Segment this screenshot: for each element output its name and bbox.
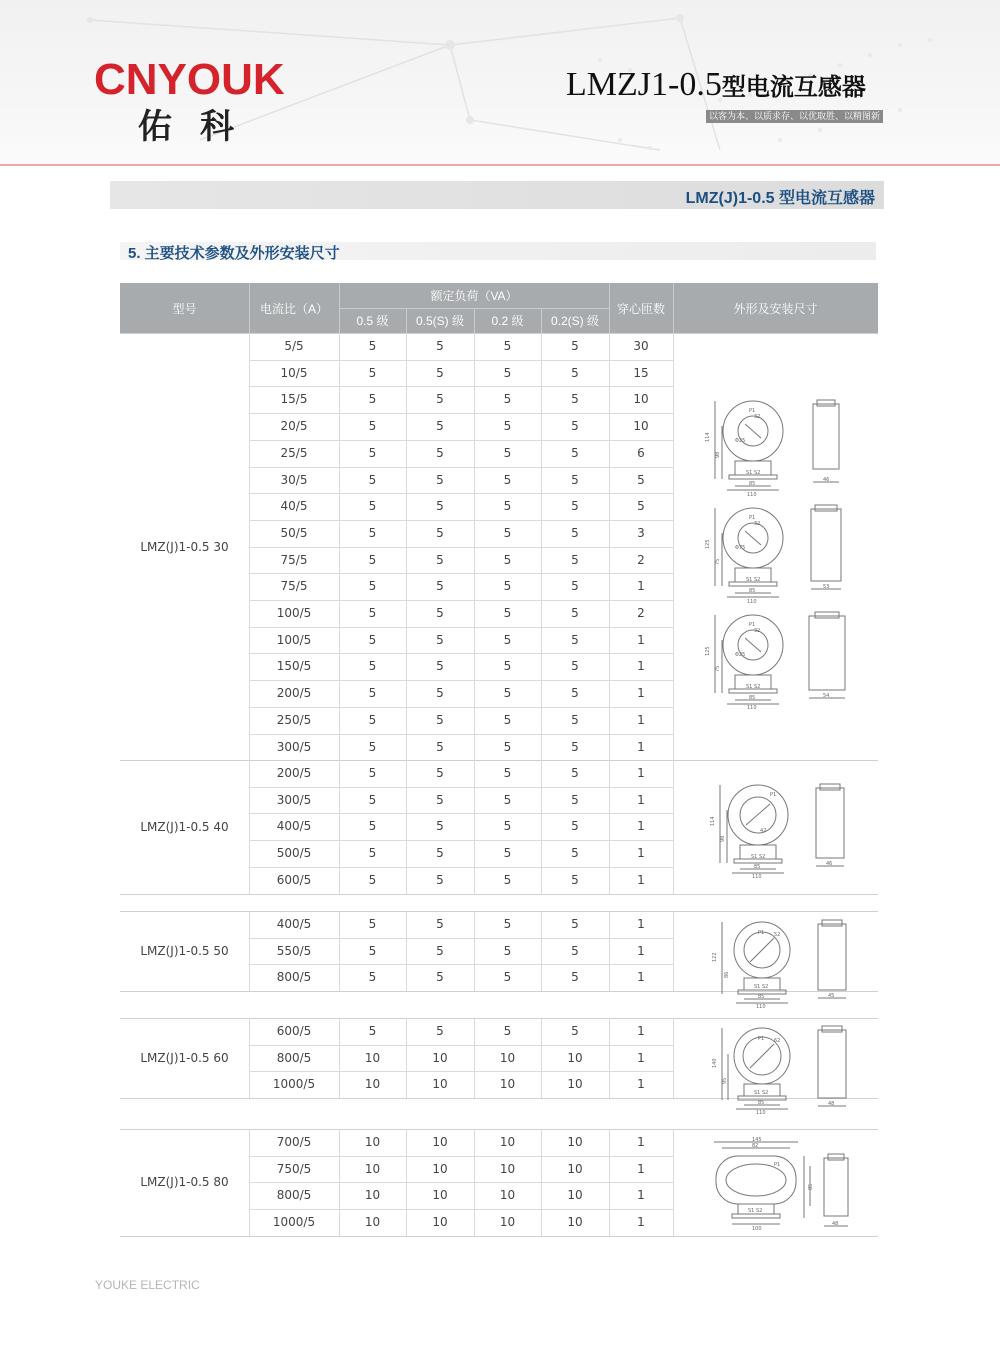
ratio-cell: 5/5 [284,339,304,353]
burden-cell: 5 [368,1024,377,1038]
turns-cell: 1 [637,1050,645,1065]
section-bar [110,181,884,209]
dimension-drawing-3 [705,610,855,710]
burden-cell: 10 [364,1135,381,1149]
brand-logo-cn: 佑科 [138,107,262,147]
burden-cell: 5 [368,419,377,434]
svg-text:S1 S2: S1 S2 [746,577,761,583]
ratio-cell: 300/5 [276,792,312,807]
ratio-cell: 800/5 [276,1188,312,1203]
burden-cell: 5 [503,445,512,460]
turns-cell: 1 [637,1215,645,1230]
svg-text:P1: P1 [758,930,765,936]
svg-text:85: 85 [758,994,765,1000]
burden-cell: 5 [571,472,579,487]
burden-cell: 5 [368,659,377,674]
svg-text:45: 45 [828,993,835,999]
dimension-drawing-4 [710,780,860,880]
svg-text:98: 98 [715,451,721,458]
model-cell: LMZ(J)1-0.5 40 [140,819,229,834]
burden-cell: 5 [368,686,377,701]
burden-cell: 5 [571,917,579,931]
header-class-0-5: 0.5 级 [356,314,389,328]
burden-cell: 5 [368,846,377,861]
ratio-cell: 30/5 [280,472,308,487]
title-suffix: 型电流互感器 [721,73,866,101]
burden-cell: 5 [368,766,377,780]
burden-cell: 5 [436,1024,444,1038]
turns-cell: 1 [637,712,645,727]
turns-cell: 10 [633,419,649,434]
svg-text:P1: P1 [770,792,777,798]
burden-cell: 5 [503,739,512,754]
burden-cell: 5 [503,712,512,727]
svg-text:32: 32 [754,628,761,634]
page-header [0,0,1000,166]
burden-cell: 5 [436,846,444,861]
svg-text:140: 140 [712,1058,718,1068]
turns-cell: 1 [637,579,645,594]
burden-cell: 10 [499,1161,516,1176]
burden-cell: 10 [499,1135,516,1149]
burden-cell: 10 [432,1077,448,1092]
turns-cell: 1 [637,970,645,985]
model-cell: LMZ(J)1-0.5 80 [140,1175,229,1190]
svg-text:110: 110 [752,874,762,880]
turns-cell: 1 [637,1188,645,1203]
burden-cell: 5 [571,365,579,380]
svg-text:S1 S2: S1 S2 [751,854,766,860]
burden-cell: 5 [368,499,377,514]
svg-text:32: 32 [754,521,761,527]
header-class-0-2s: 0.2(S) 级 [550,314,599,328]
svg-text:86: 86 [724,971,730,978]
ratio-cell: 600/5 [276,872,312,887]
burden-cell: 5 [368,365,377,380]
burden-cell: 10 [499,1050,516,1065]
burden-cell: 5 [436,606,444,620]
burden-cell: 5 [368,943,377,958]
subheading-bar [120,242,876,260]
ratio-cell: 100/5 [276,632,312,647]
burden-cell: 5 [368,525,377,540]
turns-cell: 15 [633,365,649,380]
ratio-cell: 25/5 [280,445,308,460]
burden-cell: 5 [503,632,512,647]
burden-cell: 5 [436,872,444,887]
burden-cell: 10 [567,1135,583,1149]
burden-cell: 5 [503,819,512,834]
ratio-cell: 600/5 [276,1024,312,1038]
svg-text:100: 100 [752,1226,762,1232]
burden-cell: 5 [436,339,444,353]
burden-cell: 5 [368,739,377,754]
svg-text:110: 110 [756,1110,766,1116]
burden-cell: 5 [368,632,377,647]
svg-text:85: 85 [808,1183,814,1190]
ratio-cell: 50/5 [280,525,308,540]
turns-cell: 1 [637,659,645,674]
svg-text:Φ25: Φ25 [735,652,746,658]
ratio-cell: 750/5 [276,1161,312,1176]
burden-cell: 5 [503,846,512,861]
burden-cell: 5 [571,846,579,861]
burden-cell: 5 [436,632,444,647]
svg-text:85: 85 [754,864,761,870]
turns-cell: 6 [637,445,645,460]
turns-cell: 1 [637,792,645,807]
svg-text:98: 98 [720,835,726,842]
svg-text:Φ25: Φ25 [735,438,746,444]
burden-cell: 5 [436,365,444,380]
burden-cell: 10 [567,1215,583,1230]
burden-cell: 10 [432,1188,448,1203]
svg-text:125: 125 [705,646,711,656]
header-class-0-2: 0.2 级 [491,314,524,328]
svg-text:110: 110 [756,1004,766,1010]
burden-cell: 5 [436,792,444,807]
burden-cell: 5 [436,917,444,931]
header-class-0-5s: 0.5(S) 级 [415,314,464,328]
burden-cell: 5 [436,766,444,780]
turns-cell: 30 [633,339,649,353]
burden-cell: 10 [499,1077,516,1092]
burden-cell: 5 [436,552,444,567]
svg-text:75: 75 [715,665,721,672]
turns-cell: 1 [637,1135,645,1149]
svg-text:S1 S2: S1 S2 [754,1090,769,1096]
burden-cell: 5 [571,579,579,594]
turns-cell: 3 [637,525,645,540]
dimension-drawing-6 [712,1024,862,1116]
dimension-drawing-5 [712,918,862,1008]
dimension-drawing-7 [708,1136,858,1230]
model-cell: LMZ(J)1-0.5 60 [140,1051,229,1066]
burden-cell: 5 [571,712,579,727]
ratio-cell: 1000/5 [272,1215,316,1230]
burden-cell: 5 [436,819,444,834]
burden-cell: 5 [503,525,512,540]
burden-cell: 5 [503,499,512,514]
burden-cell: 5 [503,917,512,931]
svg-text:85: 85 [758,1100,765,1106]
header-divider [0,164,1000,166]
document-title [566,66,866,104]
ratio-cell: 150/5 [276,659,312,674]
burden-cell: 5 [571,339,579,353]
turns-cell: 1 [637,632,645,647]
ratio-cell: 75/5 [280,579,308,594]
burden-cell: 5 [436,579,444,594]
ratio-cell: 15/5 [280,392,308,407]
burden-cell: 5 [571,766,579,780]
header-dimensions: 外形及安装尺寸 [733,301,818,316]
burden-cell: 5 [503,472,512,487]
svg-text:110: 110 [747,599,757,605]
burden-cell: 5 [436,943,444,958]
svg-text:S1 S2: S1 S2 [746,684,761,690]
svg-text:P1: P1 [749,515,756,521]
svg-text:85: 85 [749,588,756,594]
svg-text:114: 114 [710,816,716,826]
turns-cell: 2 [637,552,645,567]
ratio-cell: 200/5 [276,686,312,701]
svg-text:82: 82 [752,1143,759,1149]
burden-cell: 5 [436,392,444,407]
burden-cell: 5 [571,632,579,647]
burden-cell: 5 [436,499,444,514]
turns-cell: 1 [637,1024,645,1038]
turns-cell: 1 [637,846,645,861]
turns-cell: 10 [633,392,649,407]
ratio-cell: 700/5 [276,1135,312,1149]
svg-text:95: 95 [722,1077,728,1084]
svg-text:48: 48 [832,1221,839,1227]
dimension-drawing-2 [705,503,855,605]
section-title: LMZ(J)1-0.5 型电流互感器 [685,190,875,207]
burden-cell: 5 [436,659,444,674]
burden-cell: 5 [368,819,377,834]
burden-cell: 5 [436,970,444,985]
brand-logo: CNYOUK [94,55,285,104]
burden-cell: 5 [368,552,377,567]
turns-cell: 1 [637,872,645,887]
ratio-cell: 300/5 [276,739,312,754]
burden-cell: 10 [499,1188,516,1203]
svg-text:46: 46 [823,477,830,483]
title-model: LMZJ1-0.5 [566,66,722,103]
ratio-cell: 550/5 [276,943,312,958]
burden-cell: 5 [503,686,512,701]
header-turns: 穿心匝数 [616,301,665,316]
svg-text:P1: P1 [749,622,756,628]
burden-cell: 5 [571,392,579,407]
svg-text:85: 85 [749,695,756,701]
svg-text:85: 85 [749,481,756,487]
turns-cell: 1 [637,1077,645,1092]
burden-cell: 10 [364,1161,381,1176]
burden-cell: 5 [436,445,444,460]
ratio-cell: 500/5 [276,846,312,861]
burden-cell: 5 [571,445,579,460]
model-cell: LMZ(J)1-0.5 30 [140,539,229,554]
burden-cell: 5 [436,525,444,540]
burden-cell: 5 [436,686,444,701]
svg-text:P1: P1 [758,1036,765,1042]
burden-cell: 5 [571,792,579,807]
burden-cell: 5 [503,943,512,958]
burden-cell: 5 [571,686,579,701]
burden-cell: 10 [364,1188,381,1203]
turns-cell: 5 [637,472,645,487]
burden-cell: 5 [503,792,512,807]
burden-cell: 5 [571,525,579,540]
ratio-cell: 10/5 [280,365,308,380]
burden-cell: 5 [571,659,579,674]
dimension-drawing-1 [705,396,855,498]
turns-cell: 1 [637,1161,645,1176]
svg-text:Φ75: Φ75 [735,545,746,551]
slogan-banner: 以客为本、以质求存、以优取胜、以精图新 [706,110,883,123]
svg-text:46: 46 [826,861,833,867]
burden-cell: 5 [368,579,377,594]
ratio-cell: 20/5 [280,419,308,434]
burden-cell: 5 [571,739,579,754]
ratio-cell: 200/5 [276,766,312,780]
burden-cell: 10 [567,1077,583,1092]
turns-cell: 2 [637,606,645,620]
burden-cell: 10 [432,1215,448,1230]
svg-text:110: 110 [747,492,757,498]
svg-text:145: 145 [752,1137,762,1143]
burden-cell: 5 [368,712,377,727]
subheading: 5. 主要技术参数及外形安装尺寸 [128,245,340,262]
ratio-cell: 40/5 [280,499,308,514]
burden-cell: 10 [567,1188,583,1203]
svg-text:62: 62 [774,1038,781,1044]
svg-text:S1 S2: S1 S2 [748,1208,763,1214]
model-cell: LMZ(J)1-0.5 50 [140,944,229,959]
burden-cell: 5 [503,766,512,780]
burden-cell: 10 [567,1161,583,1176]
svg-text:S1 S2: S1 S2 [746,470,761,476]
burden-cell: 5 [571,499,579,514]
header-model: 型号 [172,301,197,316]
burden-cell: 5 [503,606,512,620]
burden-cell: 5 [368,445,377,460]
burden-cell: 5 [503,579,512,594]
burden-cell: 5 [368,339,377,353]
svg-text:48: 48 [828,1101,835,1107]
burden-cell: 5 [571,552,579,567]
svg-text:53: 53 [823,584,830,590]
burden-cell: 5 [368,606,377,620]
svg-text:32: 32 [754,414,761,420]
burden-cell: 5 [503,339,512,353]
ratio-cell: 800/5 [276,1050,312,1065]
burden-cell: 5 [503,1024,512,1038]
burden-cell: 5 [571,419,579,434]
burden-cell: 5 [436,739,444,754]
burden-cell: 5 [571,819,579,834]
ratio-cell: 1000/5 [272,1077,316,1092]
svg-text:S1 S2: S1 S2 [754,984,769,990]
turns-cell: 1 [637,819,645,834]
svg-text:75: 75 [715,558,721,565]
burden-cell: 5 [503,365,512,380]
burden-cell: 10 [432,1161,448,1176]
burden-cell: 5 [368,872,377,887]
burden-cell: 5 [571,872,579,887]
turns-cell: 1 [637,766,645,780]
svg-text:114: 114 [705,432,711,442]
header-ratio: 电流比（A） [259,301,328,316]
burden-cell: 5 [368,917,377,931]
svg-text:42: 42 [760,828,767,834]
ratio-cell: 100/5 [276,606,312,620]
burden-cell: 10 [432,1135,448,1149]
ratio-cell: 250/5 [276,712,312,727]
burden-cell: 5 [503,659,512,674]
burden-cell: 5 [571,606,579,620]
burden-cell: 5 [503,392,512,407]
turns-cell: 1 [637,917,645,931]
burden-cell: 10 [567,1050,583,1065]
svg-text:P1: P1 [774,1162,781,1168]
burden-cell: 10 [364,1077,381,1092]
burden-cell: 5 [503,970,512,985]
footer-brand: YOUKE ELECTRIC [95,1278,200,1292]
turns-cell: 5 [637,499,645,514]
burden-cell: 5 [436,712,444,727]
svg-text:125: 125 [705,539,711,549]
burden-cell: 10 [499,1215,516,1230]
table-header [120,283,878,333]
header-burden: 额定负荷（VA） [430,289,518,303]
burden-cell: 5 [436,419,444,434]
burden-cell: 5 [368,472,377,487]
burden-cell: 10 [432,1050,448,1065]
svg-text:54: 54 [823,693,830,699]
burden-cell: 10 [364,1050,381,1065]
burden-cell: 5 [436,472,444,487]
burden-cell: 5 [503,872,512,887]
burden-cell: 5 [503,552,512,567]
ratio-cell: 400/5 [276,917,312,931]
svg-text:110: 110 [747,705,757,711]
burden-cell: 10 [364,1215,381,1230]
burden-cell: 5 [503,419,512,434]
turns-cell: 1 [637,739,645,754]
svg-text:122: 122 [712,952,718,962]
turns-cell: 1 [637,686,645,701]
burden-cell: 5 [571,970,579,985]
ratio-cell: 400/5 [276,819,312,834]
burden-cell: 5 [368,792,377,807]
burden-cell: 5 [368,392,377,407]
svg-text:P1: P1 [749,408,756,414]
burden-cell: 5 [571,943,579,958]
ratio-cell: 800/5 [276,970,312,985]
ratio-cell: 75/5 [280,552,308,567]
svg-text:52: 52 [774,932,781,938]
turns-cell: 1 [637,943,645,958]
burden-cell: 5 [368,970,377,985]
burden-cell: 5 [571,1024,579,1038]
